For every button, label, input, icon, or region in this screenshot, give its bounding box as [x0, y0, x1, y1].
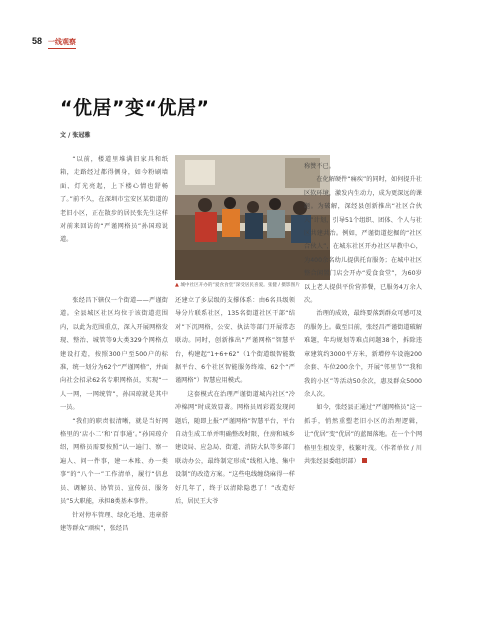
paragraph: “我们的职责很清晰，就是当好网格里的‘店小二’和‘百事通’。”孙国琼介绍，网格员需要按照“认一遍门、察一遍人、问一件事，建一本账、办一类事”的“八个一”工作清单，履行“信息员、调解员、协管员、宣传员、服务员”5大职能，承担8类基本事件。 [60, 417, 168, 506]
caption-triangle-icon: ▲ [175, 282, 179, 288]
article-byline: 文 / 张冠雅 [60, 132, 91, 139]
paragraph: 如今，张经县正通过“严谨网格员”这一抓手，悄然重塑老旧小区的治理逻辑，让“优居”变“优居”的蓝图落地。在一个个网格里生根发芽，枝繁叶茂。（作者单位 / 川共张经县委组织部） [304, 404, 423, 465]
paragraph: 还建立了多层级的支撑体系：由6名具级领导分片联系社区，135名街道社区干部“结对”下沉网格，公安、执法等部门开展常态联动。同时，创新推出“严谨网格”智慧平台，构建起“1+6+62”（1个街道级智能数据平台、6个社区智能服务终端、62个“严谨网格”）智慧应用模式。 [175, 297, 295, 385]
paragraph: 治理的成效，最终要落到群众可感可及的服务上。截至目前，张经昌严谨街道破解难题，年均规划等难点问题38个，拆除违章建筑约3000平方米，新增停车设施200余套、车位200余个，开展“邻里节”“我和我的小区”等活动50余次，惠及群众5000余人次。 [304, 310, 422, 398]
section-label: 一线观察 [48, 37, 76, 49]
paragraph: 这套模式在治理严谨街道城内社区“冷冲棉网”时成效显著。网格员周彩霞发现问题后，随即上报“严谨网格”智慧平台，平台自动生成工单并明确整改时限，住房和城乡建设局、应急局、街道、消防大队等多部门联动办公，最终制定形成“线租入地、集中设制”的改造方案。“这些电线缠绕麻得一样好几年了，终于以清除隐患了！”改造好后，居民王大爷 [175, 390, 295, 506]
page-header [32, 36, 76, 49]
end-mark-icon [362, 458, 367, 463]
paragraph: 针对停车管理、绿化毛地、违章搭建等群众“顽疾”，张经昌 [60, 511, 168, 532]
photo-caption-text: 城中社区开办的“爱食食堂”深受居民喜爱。张健 / 摄影图片 [180, 283, 300, 288]
column-1-top [60, 153, 168, 247]
column-2 [175, 294, 295, 509]
paragraph: 称赞不已。 [304, 163, 335, 170]
page-number: 58 [32, 36, 43, 46]
paragraph: 在化解硬件“痛疾”的同时，如何提升社区软环境，激发内生动力，成为更深远的课题。为破解，深经县创新推出“社区合伙人”计划，引导51个组织、团体、个人与社区共建共治。例如，严谨街道挖掘的“社区合伙人”，在城东社区开办社区早教中心，为400余名幼儿提供托育服务；在城中社区整合闲置门店会开办“爱食食堂”，为60岁以上老人提供平价营养餐，已服务4万余人次。 [304, 176, 422, 305]
column-3 [304, 160, 422, 468]
column-1-bottom [60, 294, 168, 535]
paragraph: “以前，楼道里堆满旧家具和纸箱，走路经过都得侧身，如今粉刷墙面、灯光亮起，上下楼心情也舒畅了。”前不久，在深圳市宝安区某街道的老旧小区，正在散步的居民张先生这样对前来回访的“严谨网格员”孙国琼说道。 [60, 156, 168, 244]
paragraph: 张经昌下辖仅一个街道——严谨街道。全县城区社区均位于该街道范围内，以此为范围重点，深入开展网格发现、整治、城管等9大类329个网格点建设打造，按照300户至500户的标准，统一划分为62个“严谨网格”，并面向社会招录62名专职网格员，实现“一人一网，一网统管”，孙国琼就是其中一员。 [60, 297, 168, 412]
article-title: “优居”变“优居” [60, 97, 210, 119]
